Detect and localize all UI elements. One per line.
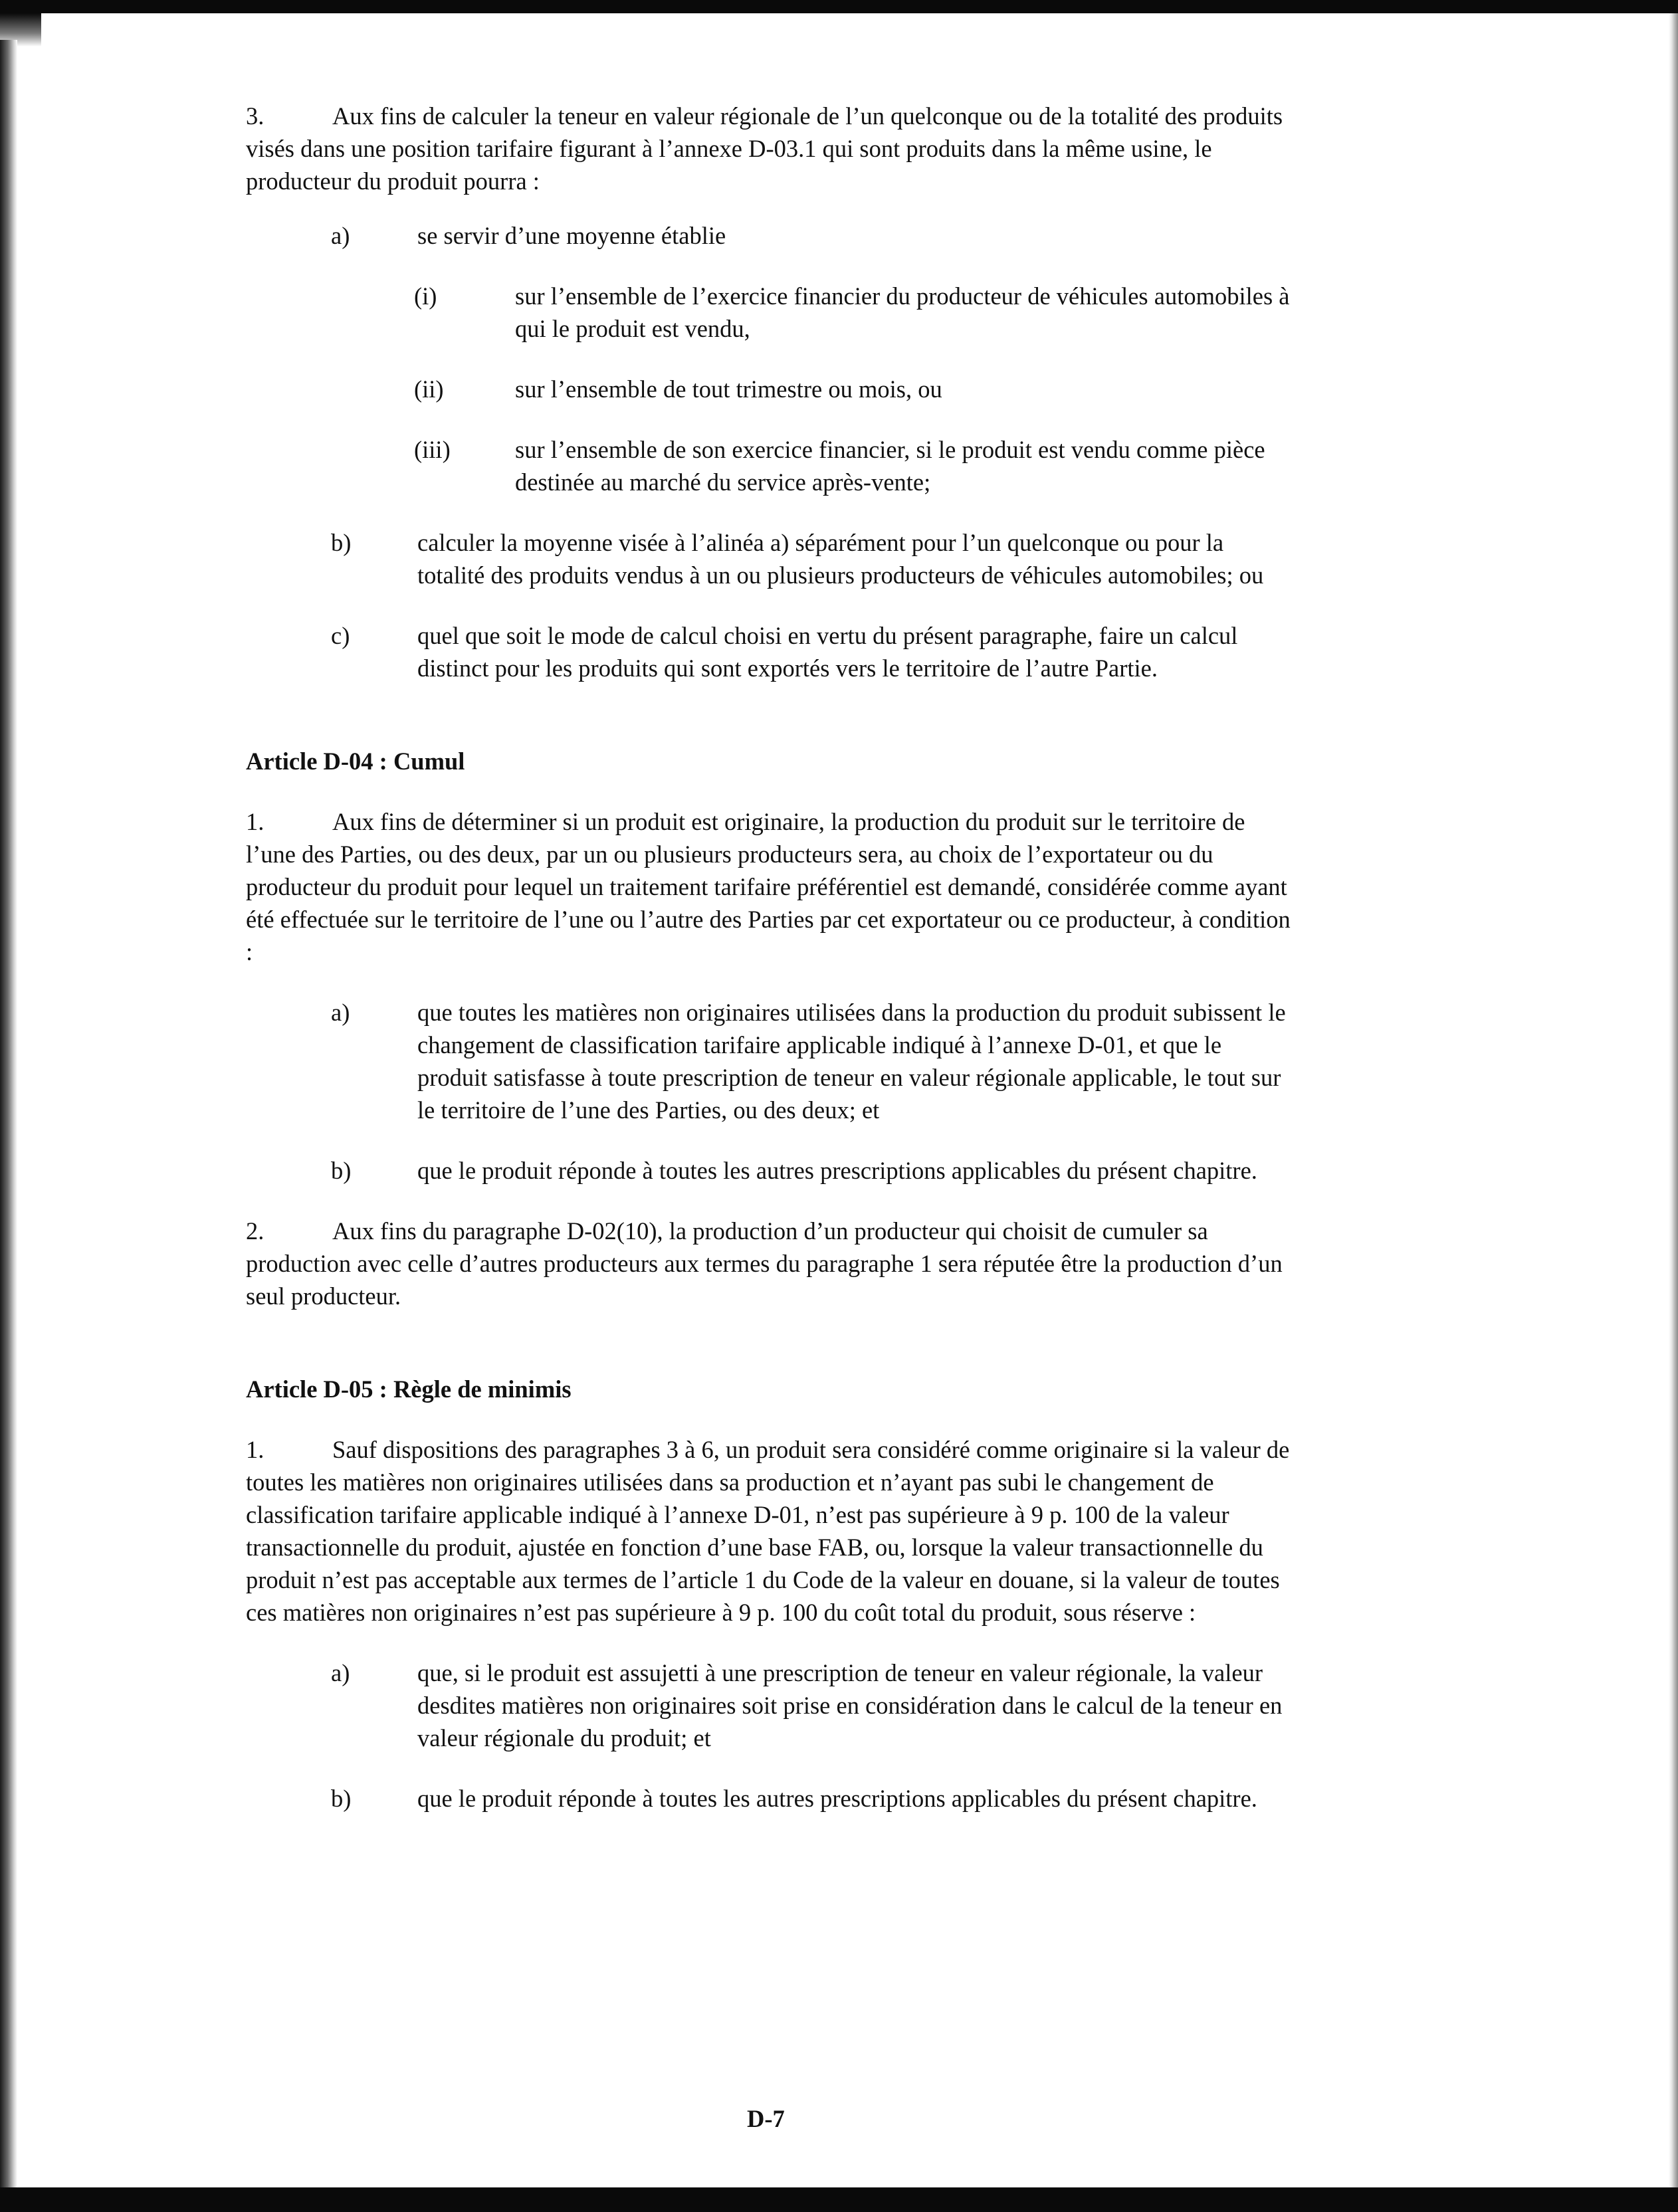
paragraph-3 — [246, 100, 1296, 197]
list-item-b — [246, 1782, 1296, 1815]
list-item-b — [246, 526, 1296, 591]
list-item-c — [246, 619, 1296, 684]
article-d04-paragraph-1 — [246, 805, 1296, 968]
subitem-text: sur l’ensemble de tout trimestre ou mois, ou — [515, 375, 942, 403]
article-d05-paragraph-1 — [246, 1433, 1296, 1629]
article-d05-heading: Article D-05 : Règle de minimis — [246, 1375, 572, 1403]
item-label: a) — [331, 222, 350, 249]
paragraph-text: Aux fins de déterminer si un produit est originaire, la production du produit sur le territoire de l’une des Parties, ou des deux, par un ou plusieurs producteurs sera, au choix de l’exportateur ou du producteur du produit pour lequel un traitement tarifaire préférentiel est demandé, considérée comme ayant été effectuée sur le territoire de l’une ou l’autre des Parties par cet exportateur ou ce producteur, à condition : — [246, 808, 1291, 965]
article-d04-heading: Article D-04 : Cumul — [246, 748, 465, 775]
item-label: b) — [331, 1157, 352, 1184]
item-label: b) — [331, 1785, 352, 1812]
item-text: que, si le produit est assujetti à une prescription de teneur en valeur régionale, la valeur desdites matières non originaires soit prise en considération dans le calcul de la teneur en valeur régionale du produit; et — [417, 1659, 1283, 1752]
subitem-label: (iii) — [414, 436, 451, 463]
subitem-text: sur l’ensemble de l’exercice financier du producteur de véhicules automobiles à qui le produit est vendu, — [515, 282, 1290, 342]
list-item-a — [246, 1657, 1296, 1754]
subitem-label: (ii) — [414, 375, 444, 403]
item-label: a) — [331, 1659, 350, 1686]
scan-border-right — [1669, 13, 1678, 2187]
list-item-a — [246, 996, 1296, 1126]
paragraph-text: Aux fins du paragraphe D-02(10), la production d’un producteur qui choisit de cumuler sa production avec celle d’autres producteurs aux termes du paragraphe 1 sera réputée être la production d’un seul producteur. — [246, 1217, 1283, 1310]
list-item-a — [246, 219, 1296, 252]
subitem-i — [246, 280, 1296, 345]
paragraph-text: Sauf dispositions des paragraphes 3 à 6, un produit sera considéré comme originaire si la valeur de toutes les matières non originaires utilisées dans sa production et n’ayant pas subi le changement de classification tarifaire applicable indiqué à l’annexe D-01, n’est pas supérieure à 9 p. 100 de la valeur transactionnelle du produit, ajustée en fonction d’une base FAB, ou, lorsque la valeur transactionnelle du produit n’est pas acceptable aux termes de l’article 1 du Code de la valeur en douane, si la valeur de toutes ces matières non originaires n’est pas supérieure à 9 p. 100 du coût total du produit, sous réserve : — [246, 1436, 1290, 1626]
page-number: D-7 — [747, 2105, 785, 2132]
item-label: a) — [331, 999, 350, 1026]
subitem-text: sur l’ensemble de son exercice financier, si le produit est vendu comme pièce destinée au marché du service après-vente; — [515, 436, 1265, 496]
subitem-ii — [246, 373, 1296, 405]
scan-border-left — [0, 40, 17, 2187]
subitem-iii — [246, 433, 1296, 498]
list-item-b — [246, 1154, 1296, 1187]
item-text: que le produit réponde à toutes les autres prescriptions applicables du présent chapitre. — [417, 1157, 1257, 1184]
article-d04-paragraph-2 — [246, 1215, 1296, 1312]
paragraph-number: 3. — [246, 102, 264, 130]
scan-border-bottom — [0, 2187, 1678, 2212]
scan-border-top — [0, 0, 1678, 13]
paragraph-number: 2. — [246, 1217, 264, 1245]
item-text: se servir d’une moyenne établie — [417, 222, 726, 249]
paragraph-text: Aux fins de calculer la teneur en valeur régionale de l’un quelconque ou de la totalité des produits visés dans une position tarifaire figurant à l’annexe D-03.1 qui sont produits dans la même usine, le producteur du produit pourra : — [246, 102, 1283, 195]
item-label: b) — [331, 529, 352, 556]
document-page — [246, 93, 1296, 1815]
item-text: calculer la moyenne visée à l’alinéa a) séparément pour l’un quelconque ou pour la totalité des produits vendus à un ou plusieurs producteurs de véhicules automobiles; ou — [417, 529, 1264, 589]
item-label: c) — [331, 622, 350, 649]
item-text: quel que soit le mode de calcul choisi en vertu du présent paragraphe, faire un calcul distinct pour les produits qui sont exportés vers le territoire de l’autre Partie. — [417, 622, 1238, 682]
item-text: que le produit réponde à toutes les autres prescriptions applicables du présent chapitre. — [417, 1785, 1257, 1812]
subitem-label: (i) — [414, 282, 437, 310]
paragraph-number: 1. — [246, 1436, 264, 1463]
item-text: que toutes les matières non originaires utilisées dans la production du produit subissent le changement de classification tarifaire applicable indiqué à l’annexe D-01, et que le produit satisfasse à toute prescription de teneur en valeur régionale applicable, le tout sur le territoire de l’une des Parties, ou des deux; et — [417, 999, 1286, 1124]
paragraph-number: 1. — [246, 808, 264, 835]
